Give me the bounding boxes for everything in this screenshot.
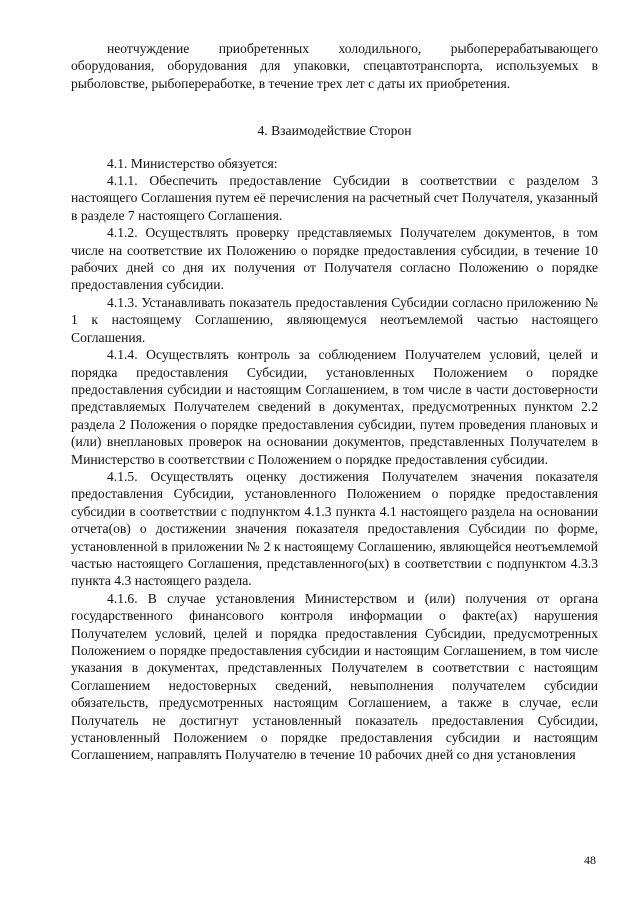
heading-spacer	[71, 140, 598, 155]
paragraph-4-1-1: 4.1.1. Обеспечить предоставление Субсидии в соответствии с разделом 3 настоящего Соглашения путем её перечисления на расчетный счет Получателя, указанный в разделе 7 настоящего Соглашения.	[71, 173, 598, 223]
paragraph-4-1-2: 4.1.2. Осуществлять проверку представляемых Получателем документов, в том числе на соответствие их Положению о порядке предоставления субсидии, в течение 10 рабочих дней со дня их получения от Получателя согласно Положению о порядке предоставления субсидии.	[71, 225, 598, 293]
paragraph-4-1: 4.1. Министерство обязуется:	[107, 155, 278, 171]
page-number: 48	[584, 853, 596, 867]
paragraph-4-1-6: 4.1.6. В случае установления Министерством и (или) получения от органа государственного финансового контроля информации о факте(ах) нарушения Получателем условий, целей и порядка предоставления Субсидии, предусмотренных Положением о порядке предоставления субсидии и настоящим Соглашением, в том числе указания в документах, представленных Получателем в соответствии с настоящим Соглашением недостоверных сведений, невыполнения получателем субсидии обязательств, предусмотренных настоящим Соглашением, а также в случае, если Получатель не достигнут установленный показатель предоставления Субсидии, установленный Положением о порядке предоставления субсидии и настоящим Соглашением, направлять Получателю в течение 10 рабочих дней со дня установления	[71, 590, 598, 763]
section-heading: 4. Взаимодействие Сторон	[257, 123, 412, 139]
paragraph-4-1-3: 4.1.3. Устанавливать показатель предоставления Субсидии согласно приложению № 1 к настоящему Соглашению, являющемуся неотъемлемой частью настоящего Соглашения.	[71, 294, 598, 345]
section-spacer	[71, 92, 598, 122]
paragraph-4-1-4: 4.1.4. Осуществлять контроль за соблюдением Получателем условий, целей и порядка предоставления Субсидии, установленных Положением о порядке предоставления субсидии и настоящим Соглашением, в том числе в части достоверности представляемых Получателем сведений в документах, предусмотренных пунктом 2.2 раздела 2 Положения о порядке предоставления субсидии, путем проведения плановых и (или) внеплановых проверок на основании документов, представленных Получателем в Министерство в соответствии с Положением о порядке предоставления субсидии.	[71, 347, 598, 467]
intro-paragraph: неотчуждение приобретенных холодильного, рыбоперерабатывающего оборудования, оборудования для упаковки, спецавтотранспорта, используемых в рыболовстве, рыбопереработке, в течение трех лет с даты их приобретения.	[71, 41, 598, 91]
document-page	[71, 40, 598, 764]
paragraph-4-1-5: 4.1.5. Осуществлять оценку достижения Получателем значения показателя предоставления Субсидии, установленного Положением о порядке предоставления субсидии в соответствии с подпунктом 4.1.3 пункта 4.1 настоящего раздела на основании отчета(ов) о достижении значения показателя предоставления Субсидии по форме, установленной в приложении № 2 к настоящему Соглашению, являющейся неотъемлемой частью настоящего Соглашения, представленного(ых) в соответствии с подпунктом 4.3.3 пункта 4.3 настоящего раздела.	[71, 468, 598, 589]
